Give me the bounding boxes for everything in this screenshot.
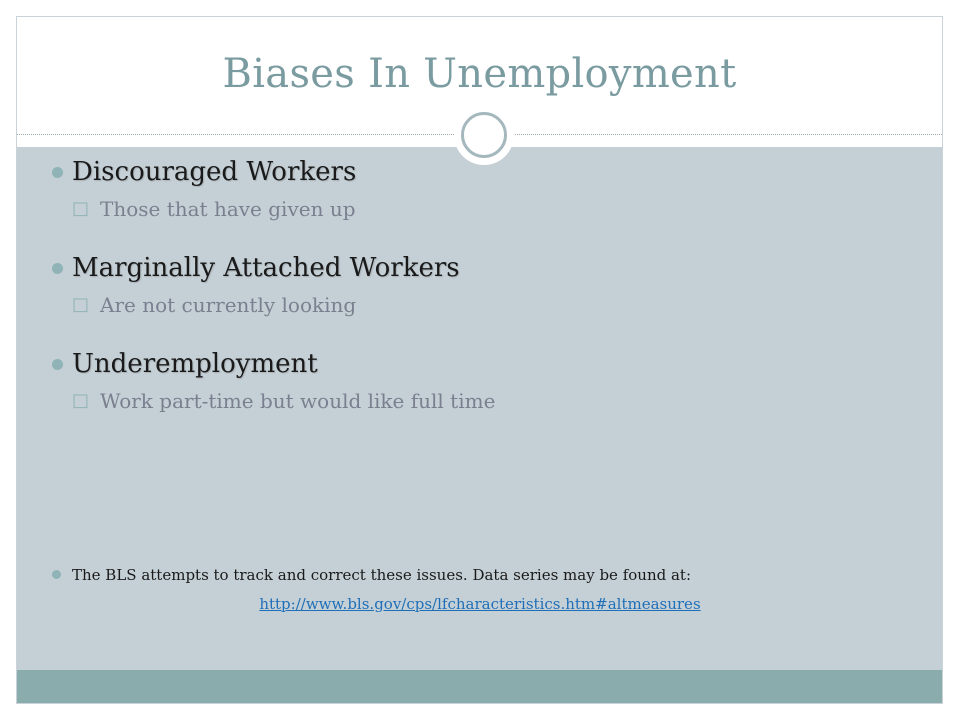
bullet-item bbox=[52, 155, 912, 195]
hollow-square-bullet-icon: □ bbox=[72, 198, 90, 219]
sub-bullet-item bbox=[52, 387, 912, 443]
bullet-heading: Underemployment bbox=[72, 349, 318, 379]
filled-circle-bullet-icon bbox=[52, 570, 61, 579]
filled-circle-bullet-icon bbox=[52, 359, 63, 370]
note-text: The BLS attempts to track and correct these issues. Data series may be found at: bbox=[72, 566, 691, 584]
bullet-heading: Marginally Attached Workers bbox=[72, 253, 460, 283]
hollow-square-bullet-icon: □ bbox=[72, 294, 90, 315]
hollow-square-bullet-icon: □ bbox=[72, 390, 90, 411]
sub-bullet-text: Work part-time but would like full time bbox=[100, 389, 496, 413]
filled-circle-bullet-icon bbox=[52, 167, 63, 178]
note-item bbox=[52, 565, 932, 585]
ring-inner bbox=[461, 112, 507, 158]
bullet-heading: Discouraged Workers bbox=[72, 157, 357, 187]
sub-bullet-item bbox=[52, 195, 912, 251]
bls-link[interactable]: http://www.bls.gov/cps/lfcharacteristics.htm#altmeasures bbox=[259, 595, 701, 613]
slide-title: Biases In Unemployment bbox=[222, 51, 737, 97]
footer-band bbox=[17, 670, 942, 703]
sub-bullet-text: Those that have given up bbox=[100, 197, 356, 221]
bullet-list bbox=[52, 155, 912, 443]
bullet-item bbox=[52, 347, 912, 387]
sub-bullet-item bbox=[52, 291, 912, 347]
sub-bullet-text: Are not currently looking bbox=[100, 293, 357, 317]
bullet-item bbox=[52, 251, 912, 291]
filled-circle-bullet-icon bbox=[52, 263, 63, 274]
